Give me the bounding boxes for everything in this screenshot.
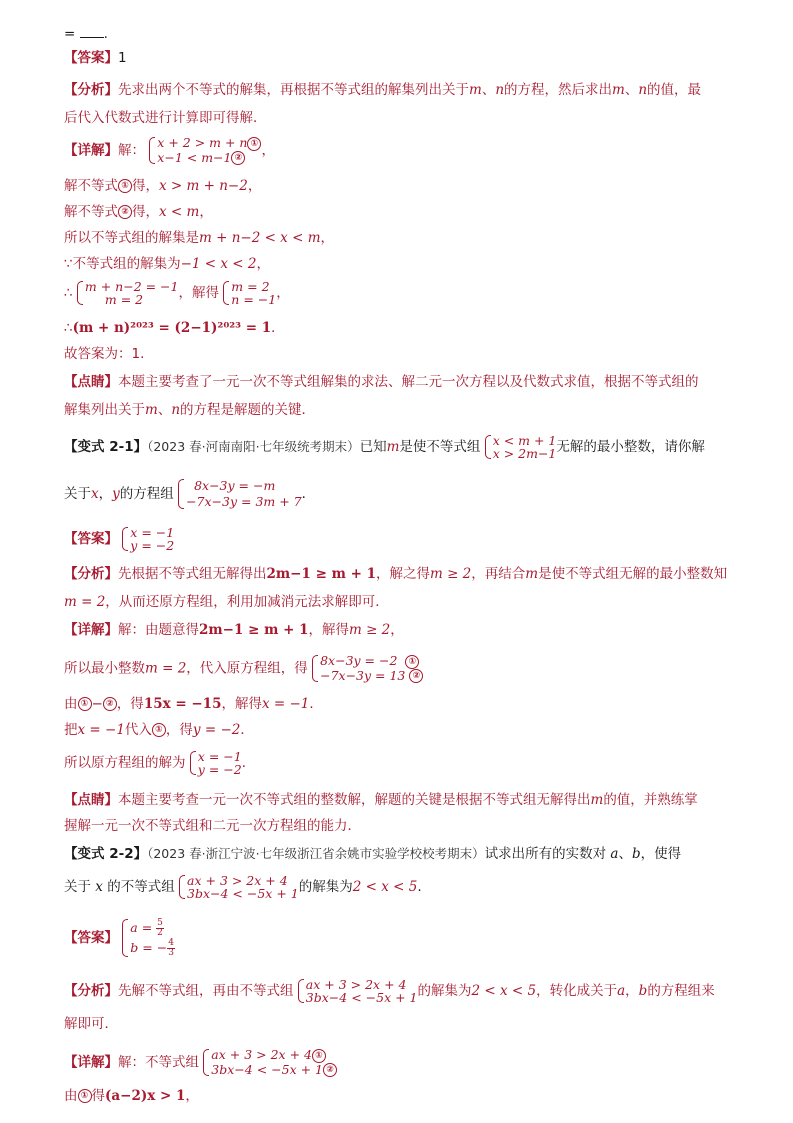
variant-2-2-analysis-1: 【分析】先解不等式组，再由不等式组 ax + 3 > 2x + 4 3bx−4 < −5x + 1 的解集为2 < x < 5，转化成关于a，b的方程组来 — [64, 977, 715, 1005]
detail-1-line-1: 【详解】解： x + 2 > m + n ① x−1 < m−1 ② ， — [64, 135, 275, 165]
variant-2-1-answer: 【答案】 x = −1 y = −2 — [64, 525, 175, 553]
detail-1-line-3: 解不等式 ② 得，x < m， — [64, 204, 213, 220]
variant-2-1-comment-2: 握解一元一次不等式组和二元一次方程组的能力． — [64, 818, 361, 834]
variant-2-1-question-2: 关于x，y的方程组 8x−3y = −m −7x−3y = 3m + 7 ． — [64, 478, 316, 509]
variant-2-1-analysis-2: m = 2，从而还原方程组，利用加减消元法求解即可． — [64, 594, 389, 610]
comment-1-line-2: 解集列出关于m、n的方程是解题的关键． — [64, 402, 316, 418]
detail-1-line-8: 故答案为：1. — [64, 346, 145, 362]
detail-1-line-2: 解不等式 ① 得，x > m + n−2， — [64, 178, 262, 194]
variant-2-2-question-2: 关于 x 的不等式组 ax + 3 > 2x + 4 3bx−4 < −5x + 1 的解集为2 < x < 5. — [64, 873, 422, 901]
variant-2-2-detail-1: 【详解】解：不等式组 ax + 3 > 2x + 4 ① 3bx−4 < −5x + 1 ② — [64, 1048, 337, 1077]
variant-2-1-comment-1: 【点睛】本题主要考查一元一次不等式组的整数解，解题的关键是根据不等式组无解得出m的值，并熟练掌 — [64, 792, 698, 808]
detail-1-line-6: ∴ m + n−2 = −1 m = 2 ，解得 m = 2 n = −1 ， — [64, 279, 290, 307]
top-line: = . — [64, 26, 108, 42]
variant-2-1-detail-5: 所以原方程组的解为 x = −1 y = −2 ． — [64, 749, 256, 777]
answer-1: 【答案】1 — [64, 50, 127, 66]
variant-2-2-question: 【变式 2-2】（2023 春·浙江宁波·七年级浙江省余姚市实验学校校考期末）试求出所有的实数对 a、b，使得 — [64, 846, 682, 862]
variant-2-1-detail-1: 【详解】解：由题意得2m−1 ≥ m + 1，解得m ≥ 2， — [64, 622, 404, 638]
detail-1-line-4: 所以不等式组的解集是m + n−2 < x < m， — [64, 230, 334, 246]
inequality-system: x + 2 > m + n ① x−1 < m−1 ② — [149, 136, 261, 165]
answer-blank — [80, 25, 104, 38]
detail-1-line-5: ∵不等式组的解集为−1 < x < 2， — [64, 256, 270, 272]
variant-2-1-question: 【变式 2-1】（2023 春·河南南阳·七年级统考期末）已知m是使不等式组 x < m + 1 x > 2m−1 无解的最小整数，请你解 — [64, 433, 705, 461]
variant-2-1-detail-2: 所以最小整数m = 2，代入原方程组，得 8x−3y = −2 ① −7x−3y = 13 ② — [64, 654, 423, 683]
variant-2-2-detail-2: 由 ① 得(a−2)x > 1， — [64, 1088, 199, 1104]
variant-2-1-analysis-1: 【分析】先根据不等式组无解得出2m−1 ≥ m + 1，解之得m ≥ 2，再结合m是使不等式组无解的最小整数知 — [64, 566, 728, 582]
analysis-1-line-1: 【分析】先求出两个不等式的解集，再根据不等式组的解集列出关于m、n的方程，然后求出m、n的值，最 — [64, 82, 702, 98]
variant-2-2-analysis-2: 解即可． — [64, 1016, 118, 1032]
detail-1-line-7: ∴(m + n)²⁰²³ = (2−1)²⁰²³ = 1． — [64, 320, 285, 336]
analysis-1-line-2: 后代入代数式进行计算即可得解． — [64, 110, 267, 126]
comment-1-line-1: 【点睛】本题主要考查了一元一次不等式组解集的求法、解二元一次方程以及代数式求值，根据不等式组的 — [64, 374, 699, 390]
variant-2-1-detail-4: 把x = −1代入 ① ，得y = −2． — [64, 722, 254, 738]
variant-2-1-detail-3: 由 ① − ② ，得15x = −15，解得x = −1． — [64, 696, 323, 712]
variant-2-2-answer: 【答案】 a = $\frac{5}{2}$ b = − $\frac{4}{3}$ — [64, 918, 174, 958]
